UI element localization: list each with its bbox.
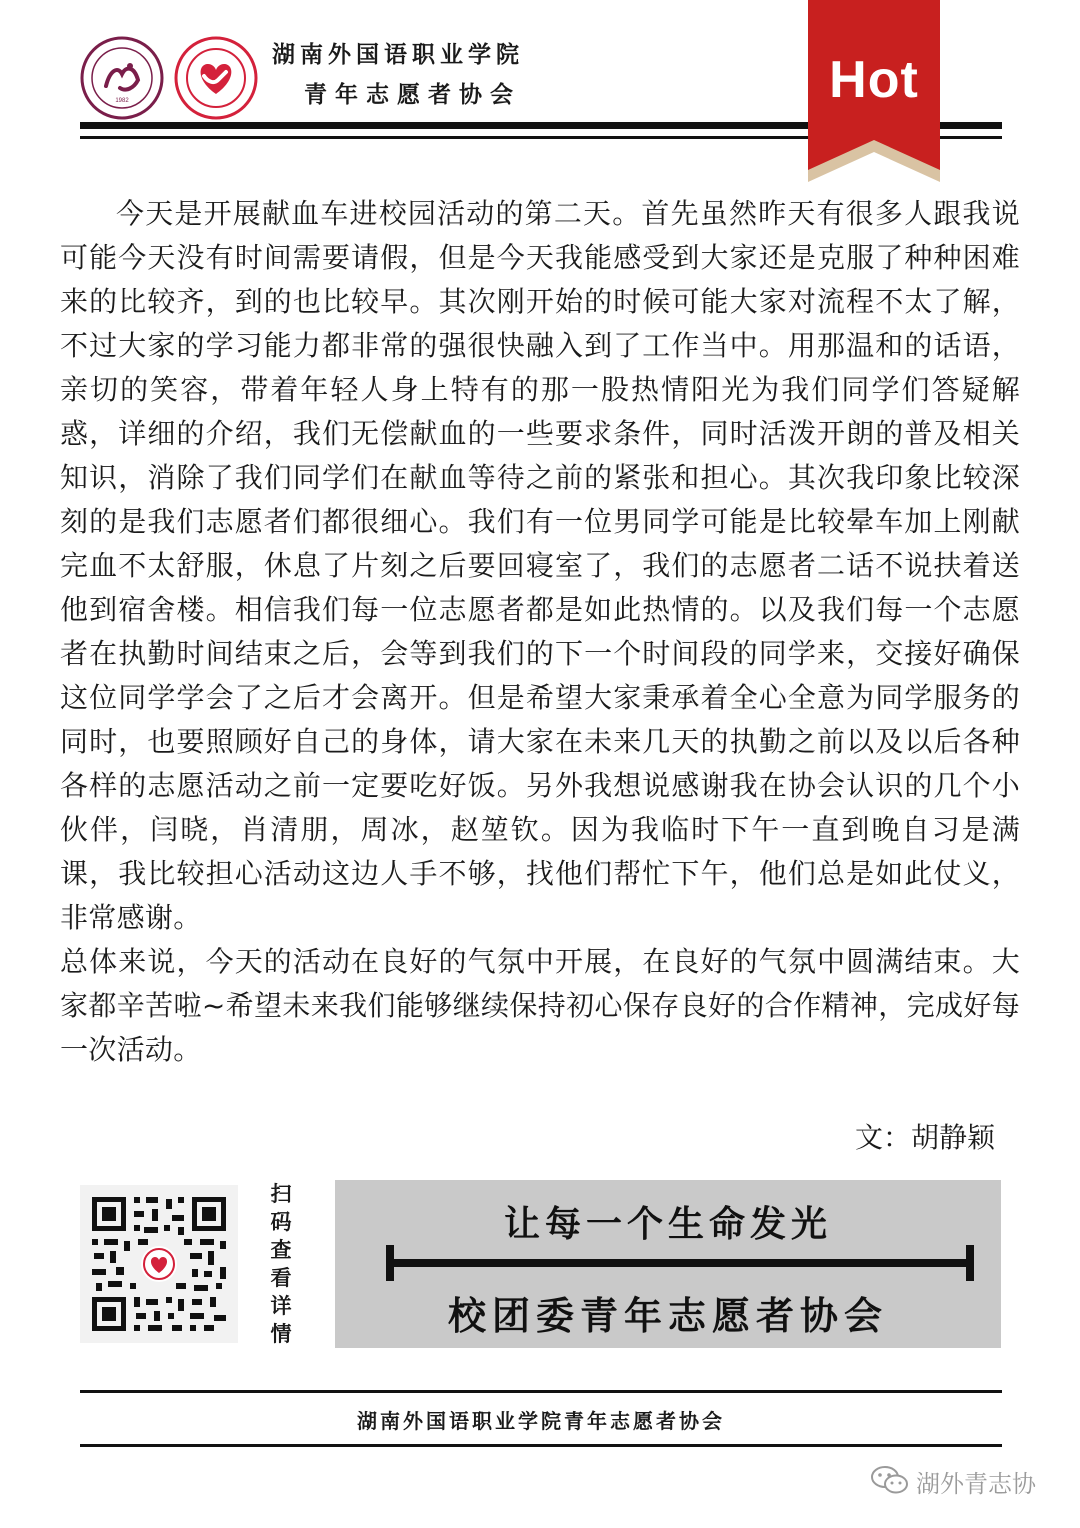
slogan-text: 让每一个生命发光 [503, 1203, 832, 1245]
scan-char: 查 [270, 1238, 292, 1262]
slogan-divider [386, 1243, 974, 1283]
org-title-line-1: 湖南外国语职业学院 [272, 41, 524, 68]
scan-char: 看 [270, 1266, 292, 1290]
slogan-org-name: 校团委青年志愿者协会 [447, 1293, 888, 1338]
org-title-line-2: 青年志愿者协会 [304, 81, 521, 108]
scan-char: 码 [270, 1210, 292, 1234]
watermark-account-name: 湖外青志协 [916, 1470, 1036, 1498]
hot-label: Hot [829, 51, 919, 109]
college-logo-year: 1982 [115, 98, 129, 104]
qr-code[interactable] [80, 1185, 238, 1343]
wechat-watermark [870, 1460, 1060, 1500]
article-author: 文：胡静颖 [854, 1121, 995, 1154]
article-body [60, 192, 1020, 1072]
scan-char: 详 [270, 1294, 292, 1318]
wechat-icon [870, 1464, 910, 1496]
scan-char: 情 [270, 1322, 292, 1346]
article-paragraph: 总体来说，今天的活动在良好的气氛中开展，在良好的气氛中圆满结束。大家都辛苦啦~希望未来我们能够继续保持初心保存良好的合作精神，完成好每一次活动。 [60, 945, 1020, 1066]
scan-char: 扫 [270, 1182, 292, 1206]
college-logo [80, 36, 164, 120]
scan-for-details-text [266, 1180, 296, 1348]
footer-rule-top [80, 1390, 1002, 1393]
footer-rule-bottom [80, 1444, 1002, 1447]
article-paragraph: 今天是开展献血车进校园活动的第二天。首先虽然昨天有很多人跟我说可能今天没有时间需要请假，但是今天我能感受到大家还是克服了种种困难来的比较齐，到的也比较早。其次刚开始的时候可能大家对流程不太了解，不过大家的学习能力都非常的强很快融入到了工作当中。用那温和的话语，亲切的笑容，带着年轻人身上特有的那一股热情阳光为我们同学们答疑解惑，详细的介绍，我们无偿献血的一些要求条件，同时活泼开朗的普及相关知识，消除了我们同学们在献血等待之前的紧张和担心。其次我印象比较深刻的是我们志愿者们都很细心。我们有一位男同学可能是比较晕车加上刚献完血不太舒服，休息了片刻之后要回寝室了，我们的志愿者二话不说扶着送他到宿舍楼。相信我们每一位志愿者都是如此热情的。以及我们每一个志愿者在执勤时间结束之后，会等到我们的下一个时间段的同学来，交接好确保这位同学学会了之后才会离开。但是希望大家秉承着全心全意为同学服务的同时，也要照顾好自己的身体，请大家在未来几天的执勤之前以及以后各种各样的志愿活动之前一定要吃好饭。另外我想说感谢我在协会认识的几个小伙伴，闫晓，肖清朋，周冰，赵堃钦。因为我临时下午一直到晚自习是满课，我比较担心活动这边人手不够，找他们帮忙下午，他们总是如此仗义，非常感谢。 [60, 197, 1020, 934]
volunteer-association-logo [174, 36, 258, 120]
footer-org-name: 湖南外国语职业学院青年志愿者协会 [357, 1409, 725, 1433]
